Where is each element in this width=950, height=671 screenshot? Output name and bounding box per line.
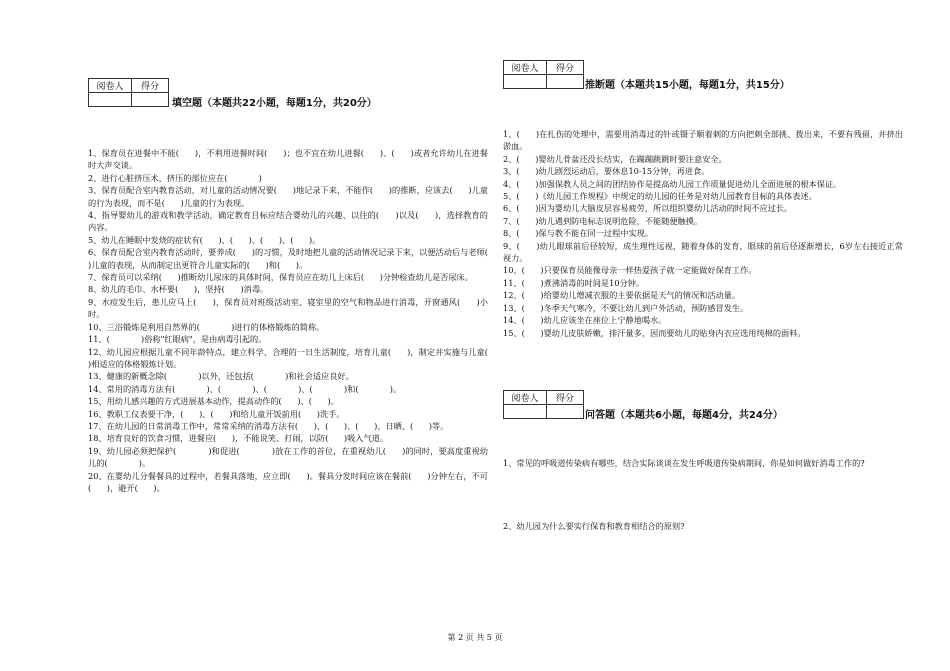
question-item: 10、( )只要保育员能像母亲一样热爱孩子就一定能做好保育工作。 (503, 265, 757, 276)
question-item: 1、保育员在进餐中不能( )，不利用进餐时间( )；也不宜在幼儿进餐( )、( )或者允许幼儿在进餐时大声交谈。 (88, 148, 488, 171)
question-item: 2、( )婴幼儿骨盆还没长结实，在蹦蹦跳跳时要注意安全。 (503, 153, 727, 164)
score-label: 得分 (132, 79, 169, 93)
question-item: 10、三浴锻炼是利用自然界的( )进行的体格锻炼的简称。 (88, 321, 325, 332)
question-item: 13、健康的新概念除( )以外，还包括( )和社会适应良好。 (88, 371, 354, 382)
reviewer-label: 阅卷人 (504, 61, 547, 75)
question-item: 11、( )俗称"红眼病"，是由病毒引起的。 (88, 334, 267, 345)
question-item: 7、保育员可以采纳( )推断幼儿尿床的具体时间，保育员应在幼儿上床后( )分钟检查幼儿是否尿床。 (88, 272, 473, 283)
question-item: 16、教职工仪表要干净，( )、( )和给儿童开饭前用( )洗手。 (88, 408, 345, 419)
question-item: 14、( )幼儿应该坐在座位上宁静地喝水。 (503, 315, 667, 326)
question-item: 5、幼儿在睡眠中发烧的症状有( )、( )、( )、( )。 (88, 234, 321, 245)
short-answer-questions (503, 457, 903, 583)
score-label: 得分 (547, 391, 584, 405)
question-item: 3、保育员配合室内教育活动，对儿童的活动情况要( )地记录下来，不能作( )的推断，应该去( )儿童的行为表现，而不是( )儿童的行为表现。 (88, 185, 488, 208)
reviewer-label: 阅卷人 (89, 79, 132, 93)
section2-title: 推断题（本题共15小题，每题1分，共15分） (585, 80, 790, 91)
question-item: 1、常见的呼吸道传染病有哪些，结合实际谈谈在发生呼吸道传染病期间，你是如何做好消毒工作的? (503, 458, 865, 468)
section3-title: 问答题（本题共6小题，每题4分，共24分） (585, 410, 783, 421)
score-box-section2 (503, 60, 584, 89)
question-item: 2、进行心脏挤压术，挤压的部位应在( ) (88, 172, 262, 183)
judgement-questions (503, 128, 903, 339)
fill-in-questions (88, 147, 504, 494)
question-item: 6、保育员配合室内教育活动时，要养成( )的习惯，及时地把儿童的活动情况记录下来，以便活动后与老师( )儿童的表现，从而制定出更符合儿童实际的( )和( )。 (88, 247, 504, 270)
question-item: 6、( )因为婴幼儿大脑皮层容易疲劳，所以组织婴幼儿活动的时间不应过长。 (503, 203, 793, 214)
question-item: 4、( )加强保教人员之间的团结协作是提高幼儿园工作质量促进幼儿全面进展的根本保证。 (503, 178, 842, 189)
score-label: 得分 (547, 61, 584, 75)
question-item: 2、幼儿园为什么要实行保育和教育相结合的原则? (503, 521, 685, 531)
question-item: 5、( )《幼儿园工作规程》中规定的幼儿园的任务是对幼儿园教育目标的具体表述。 (503, 191, 817, 202)
question-item: 9、水痘发生后，患儿应马上( )，保育员对班级活动室、寝室里的空气和物品进行消毒，开窗通风( )小时。 (88, 296, 488, 320)
reviewer-label: 阅卷人 (504, 391, 547, 405)
page-footer: 第 2 页 共 5 页 (447, 633, 503, 642)
question-item: 17、在幼儿园的日常消毒工作中，常常采纳的消毒方法有( )、( )、( )、日晒、( )等。 (88, 420, 449, 431)
score-box-section1 (88, 78, 169, 107)
question-item: 12、( )给婴幼儿增减衣服的主要依据是天气的情况和活动量。 (503, 290, 741, 301)
question-item: 13、( )冬季天气寒冷，不要让幼儿到户外活动，预防感冒发生。 (503, 302, 749, 313)
question-item: 9、( )幼儿眼球前后径较短，成生理性远视，随着身体的发育，眼球的前后径逐渐增长，6岁左右接近正常视力。 (503, 240, 903, 264)
question-item: 12、幼儿园应根据儿童不同年龄特点，建立科学、合理的一日生活制度，培育儿童( )，制定并实施与儿童( )相适应的体格锻炼计划。 (88, 346, 504, 369)
reviewer-cell (504, 405, 547, 419)
question-item: 15、( )婴幼儿皮肤娇嫩，排汗量多，因而要幼儿的贴身内衣应选用纯棉的面料。 (503, 327, 806, 338)
score-cell (547, 75, 584, 89)
reviewer-cell (504, 75, 547, 89)
question-item: 20、在婴幼儿分餐餐具的过程中，若餐具落地，应立即( )。餐具分发时间应该在餐前( )分钟左右，不可( )，避开( )。 (88, 470, 488, 493)
question-item: 7、( )幼儿遇到防电标志说明危险，不能随便触摸。 (503, 215, 703, 226)
question-item: 18、培育良好的饮食习惯，进餐应( )，不能说笑、打闹，以防( )吸入气道。 (88, 433, 389, 444)
question-item: 1、( )在扎伤的处理中，需要用消毒过的针或镊子顺着刺的方向把刺全部挑、拨出来，不要有残留，并挤出淤血。 (503, 129, 903, 152)
question-item: 11、( )煮沸消毒的时间是10分钟。 (503, 277, 645, 288)
section1-title: 填空题（本题共22小题，每题1分，共20分） (172, 98, 377, 109)
question-item: 8、幼儿的毛巾、水杯要( )，坚持( )消毒。 (88, 284, 269, 295)
question-item: 15、用幼儿感兴趣的方式进展基本动作，提高动作的( )、( )。 (88, 396, 339, 407)
question-item: 4、指导婴幼儿的游戏和教学活动，确定教育目标应结合婴幼儿的兴趣、以往的( )以及( )，选择教育的内容。 (88, 210, 488, 233)
question-item: 19、幼儿园必须把保护( )和促进( )放在工作的首位，在重视幼儿( )的同时，要高度重视幼儿的( )。 (88, 445, 488, 469)
score-cell (132, 93, 169, 107)
score-cell (547, 405, 584, 419)
question-item: 8、( )保与教不能在同一过程中实现。 (503, 228, 654, 239)
question-item: 3、( )幼儿剧烈运动后，要休息10-15分钟，再进食。 (503, 166, 710, 177)
question-item: 14、常用的消毒方法有( )、( )、( )、( )和( )。 (88, 383, 402, 394)
reviewer-cell (89, 93, 132, 107)
score-box-section3 (503, 390, 584, 419)
